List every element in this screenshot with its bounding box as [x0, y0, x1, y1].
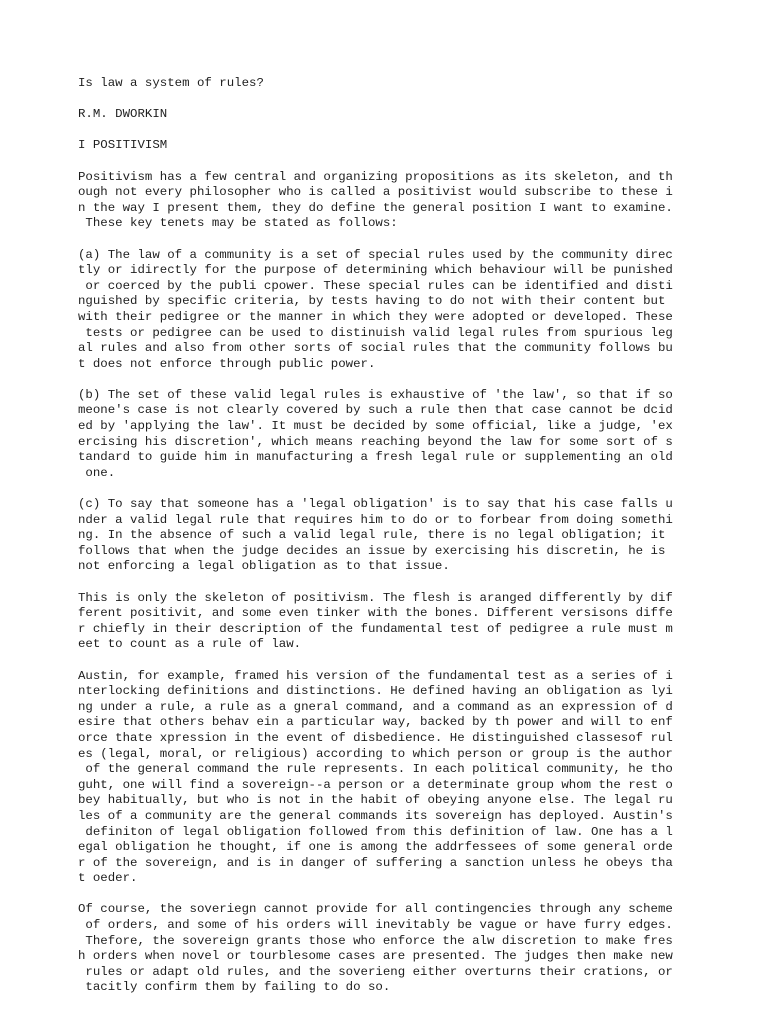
- paragraph-line: n the way I present them, they do define the general position I want to examine.: [78, 200, 673, 215]
- paragraph-line: ng under a rule, a rule as a gneral command, and a command as an expression of d: [78, 699, 673, 714]
- paragraph: [78, 170, 698, 232]
- paragraph-line: definiton of legal obligation followed from this definition of law. One has a l: [78, 824, 673, 839]
- paragraph-line: al rules and also from other sorts of social rules that the community follows bu: [78, 341, 673, 356]
- paragraph-line: or coerced by the publi cpower. These special rules can be identified and disti: [78, 278, 673, 293]
- paragraph-line: ercising his discretion', which means reaching beyond the law for some sort of s: [78, 434, 673, 449]
- paragraph-line: (b) The set of these valid legal rules is exhaustive of 'the law', so that if so: [78, 387, 673, 402]
- paragraph-line: rules or adapt old rules, and the soverieng either overturns their crations, or: [78, 964, 673, 979]
- paragraph-line: guht, one will find a sovereign--a person or a determinate group whom the rest o: [78, 777, 673, 792]
- paragraph-line: (c) To say that someone has a 'legal obligation' is to say that his case falls u: [78, 497, 673, 512]
- paragraph: [78, 497, 698, 575]
- paragraph: [78, 388, 698, 482]
- paragraph-line: These key tenets may be stated as follows:: [78, 216, 398, 231]
- paragraph-list: [78, 170, 698, 996]
- paragraph-line: Austin, for example, framed his version of the fundamental test as a series of i: [78, 668, 673, 683]
- document-body: [78, 76, 698, 1012]
- paragraph-line: t does not enforce through public power.: [78, 356, 376, 371]
- paragraph-line: of the general command the rule represents. In each political community, he tho: [78, 762, 673, 777]
- paragraph-line: h orders when novel or tourblesome cases are presented. The judges then make new: [78, 949, 673, 964]
- paragraph-line: one.: [78, 465, 116, 480]
- paragraph: [78, 591, 698, 653]
- paragraph-line: es (legal, moral, or religious) according to which person or group is the author: [78, 746, 673, 761]
- paragraph-line: egal obligation he thought, if one is among the addrfessees of some general orde: [78, 840, 673, 855]
- paragraph-line: tly or idirectly for the purpose of determining which behaviour will be punished: [78, 263, 673, 278]
- paragraph-line: eet to count as a rule of law.: [78, 637, 302, 652]
- paragraph-line: les of a community are the general commands its sovereign has deployed. Austin's: [78, 808, 673, 823]
- paragraph-line: nder a valid legal rule that requires him to do or to forbear from doing somethi: [78, 512, 673, 527]
- paragraph-line: Of course, the soveriegn cannot provide for all contingencies through any scheme: [78, 902, 673, 917]
- paragraph-line: orce thate xpression in the event of disbedience. He distinguished classesof rul: [78, 730, 673, 745]
- paragraph: [78, 902, 698, 996]
- paragraph-line: not enforcing a legal obligation as to that issue.: [78, 559, 450, 574]
- document-title: Is law a system of rules?: [78, 76, 264, 90]
- paragraph-line: r chiefly in their description of the fundamental test of pedigree a rule must m: [78, 621, 673, 636]
- paragraph-line: bey habitually, but who is not in the habit of obeying anyone else. The legal ru: [78, 793, 673, 808]
- paragraph-line: t oeder.: [78, 871, 138, 886]
- paragraph-line: with their pedigree or the manner in which they were adopted or developed. These: [78, 309, 673, 324]
- paragraph: [78, 248, 698, 373]
- paragraph-line: tests or pedigree can be used to distinuish valid legal rules from spurious leg: [78, 325, 673, 340]
- paragraph-line: (a) The law of a community is a set of special rules used by the community direc: [78, 247, 673, 262]
- paragraph-line: tacitly confirm them by failing to do so.: [78, 980, 391, 995]
- paragraph-line: nguished by specific criteria, by tests having to do not with their content but: [78, 294, 666, 309]
- document-author: R.M. DWORKIN: [78, 107, 168, 122]
- paragraph-line: follows that when the judge decides an issue by exercising his discretin, he is: [78, 543, 666, 558]
- paragraph-line: meone's case is not clearly covered by such a rule then that case cannot be dcid: [78, 403, 673, 418]
- paragraph-line: ng. In the absence of such a valid legal rule, there is no legal obligation; it: [78, 528, 666, 543]
- paragraph-line: Positivism has a few central and organizing propositions as its skeleton, and th: [78, 169, 673, 184]
- paragraph-line: tandard to guide him in manufacturing a fresh legal rule or supplementing an old: [78, 450, 673, 465]
- paragraph-line: Thefore, the sovereign grants those who enforce the alw discretion to make fres: [78, 933, 673, 948]
- paragraph-line: nterlocking definitions and distinctions. He defined having an obligation as lyi: [78, 684, 673, 699]
- paragraph-line: ed by 'applying the law'. It must be decided by some official, like a judge, 'ex: [78, 419, 673, 434]
- paragraph-line: of orders, and some of his orders will inevitably be vague or have furry edges.: [78, 918, 673, 933]
- paragraph: [78, 669, 698, 887]
- paragraph-line: This is only the skeleton of positivism. The flesh is aranged differently by dif: [78, 590, 673, 605]
- section-heading: I POSITIVISM: [78, 138, 168, 153]
- paragraph-line: r of the sovereign, and is in danger of suffering a sanction unless he obeys tha: [78, 855, 673, 870]
- paragraph-line: ferent positivit, and some even tinker with the bones. Different versisons diffe: [78, 606, 673, 621]
- paragraph-line: esire that others behav ein a particular way, backed by th power and will to enf: [78, 715, 673, 730]
- paragraph-line: ough not every philosopher who is called a positivist would subscribe to these i: [78, 185, 673, 200]
